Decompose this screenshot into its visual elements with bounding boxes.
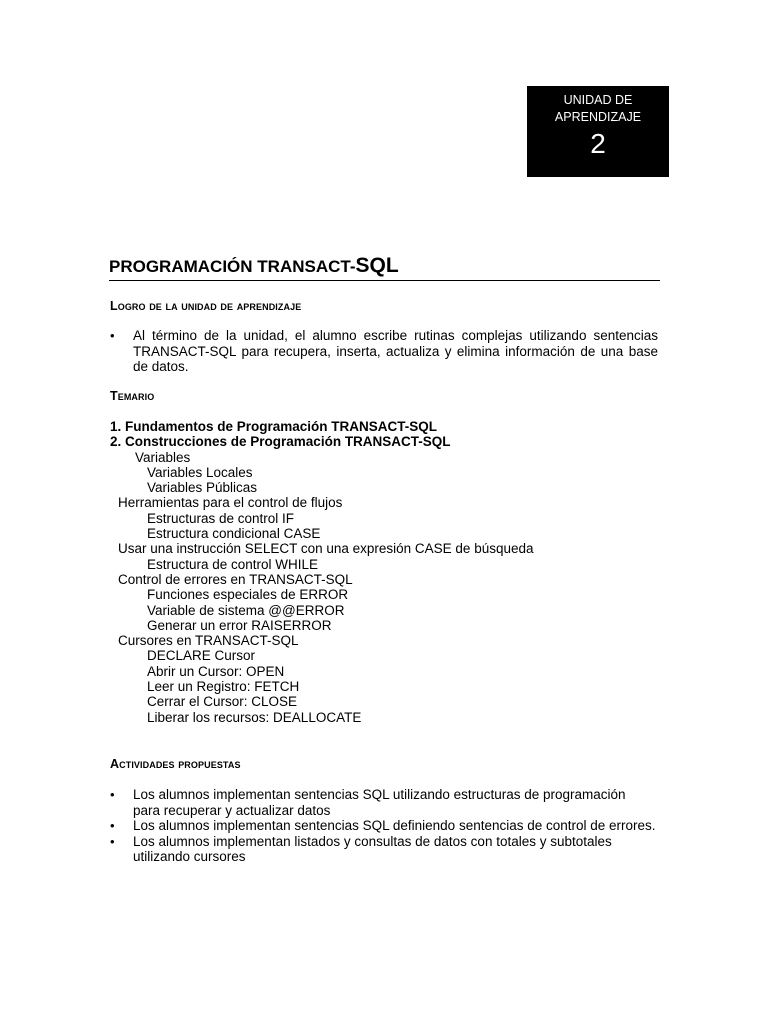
list-item: Variable de sistema @@ERROR — [147, 602, 345, 618]
list-item: Estructuras de control IF — [147, 510, 295, 526]
page-title-main: PROGRAMACIÓN TRANSACT- — [109, 257, 356, 276]
actividades-bullet-text: Los alumnos implementan sentencias SQL utilizando estructuras de programación para recuperar y actualizar datos — [133, 787, 626, 818]
list-item: 2. Construcciones de Programación TRANSACT-SQL — [110, 434, 451, 450]
actividades-heading: Actividades propuestas — [110, 757, 241, 771]
list-item — [110, 328, 658, 375]
list-item: Usar una instrucción SELECT con una expresión CASE de búsqueda — [118, 541, 534, 557]
bullet-icon: • — [110, 328, 115, 343]
list-item: Variables Públicas — [147, 480, 258, 496]
actividades-bullet-list — [110, 787, 658, 865]
list-item: Abrir un Cursor: OPEN — [147, 663, 285, 679]
logro-bullet-text: Al término de la unidad, el alumno escribe rutinas complejas utilizando sentencias TRANSACT-SQL para recupera, inserta, actualiza y elimina información de una base de datos. — [133, 328, 658, 374]
list-item — [110, 787, 658, 818]
list-item: DECLARE Cursor — [147, 648, 256, 664]
list-item: Control de errores en TRANSACT-SQL — [118, 571, 353, 587]
list-item: Estructura condicional CASE — [147, 526, 321, 542]
list-item: Cursores en TRANSACT-SQL — [118, 633, 299, 649]
page-title — [109, 254, 660, 281]
unit-badge-line1: UNIDAD DE — [563, 93, 633, 107]
bullet-icon: • — [110, 833, 115, 849]
list-item: Leer un Registro: FETCH — [147, 679, 300, 695]
logro-heading: Logro de la unidad de aprendizaje — [110, 299, 302, 313]
unit-badge-number: 2 — [590, 128, 606, 159]
list-item: Herramientas para el control de flujos — [118, 495, 343, 511]
bullet-icon: • — [110, 818, 115, 833]
list-item: Liberar los recursos: DEALLOCATE — [147, 709, 362, 725]
temario-list — [110, 419, 670, 725]
list-item: Funciones especiales de ERROR — [147, 587, 349, 603]
list-item: Generar un error RAISERROR — [147, 617, 332, 633]
logro-bullet-list — [110, 328, 658, 375]
list-item: 1. Fundamentos de Programación TRANSACT-SQL — [110, 419, 438, 434]
list-item: Variables — [135, 449, 191, 465]
unit-badge-line2: APRENDIZAJE — [554, 110, 642, 124]
list-item: Estructura de control WHILE — [147, 556, 319, 572]
page-title-suffix: SQL — [355, 254, 399, 277]
actividades-bullet-text: Los alumnos implementan listados y consultas de datos con totales y subtotales utilizando cursores — [133, 833, 612, 864]
unit-badge — [527, 86, 669, 177]
temario-heading: Temario — [110, 389, 155, 403]
bullet-icon: • — [110, 787, 115, 802]
actividades-bullet-text: Los alumnos implementan sentencias SQL definiendo sentencias de control de errores. — [133, 818, 656, 833]
list-item — [110, 834, 658, 865]
list-item: Variables Locales — [147, 464, 253, 480]
list-item — [110, 818, 658, 834]
list-item: Cerrar el Cursor: CLOSE — [147, 694, 298, 710]
